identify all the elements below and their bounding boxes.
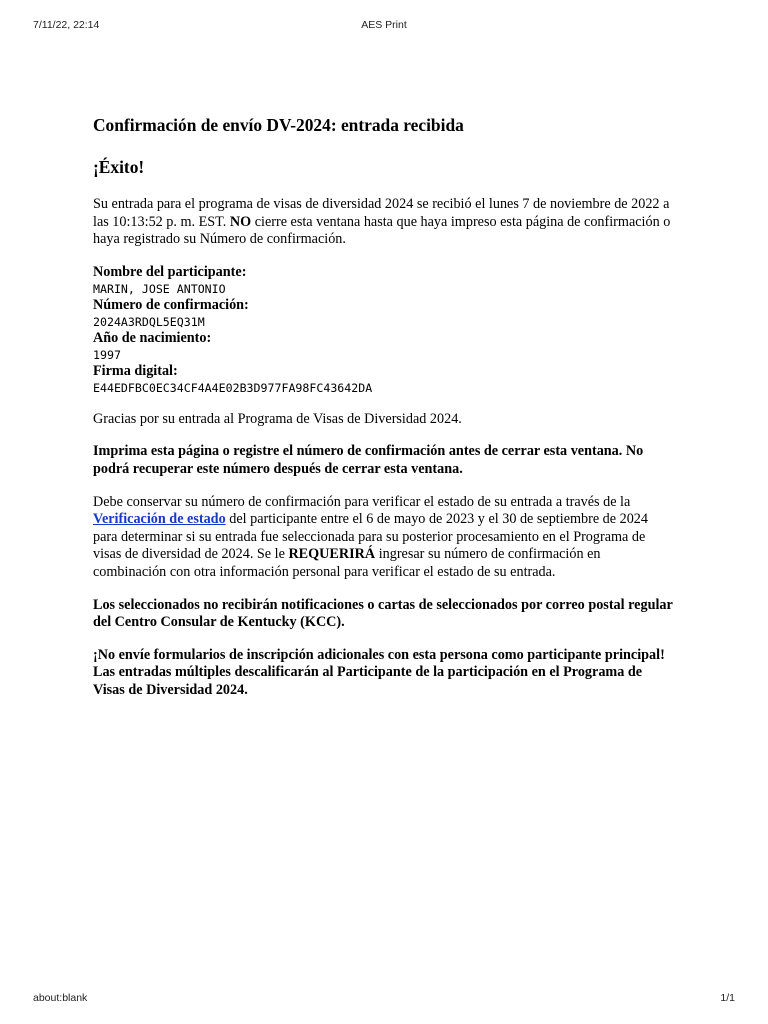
status-verification-link[interactable]: Verificación de estado — [93, 511, 226, 528]
print-footer — [33, 992, 735, 1004]
success-heading: ¡Éxito! — [93, 157, 145, 177]
keep-text-part2: del participante entre el 6 de mayo de 2023 y el 30 de septiembre de 2024 para determinar si su entrada fue seleccionada para su posterior procesamiento en el Programa de visas de diversidad de 2024. Se le — [93, 511, 648, 563]
print-warning: Imprima esta página o registre el número de confirmación antes de cerrar esta ventana. No podrá recuperar este número después de cerrar esta ventana. — [93, 443, 644, 477]
digital-signature-value: E44EDFBC0EC34CF4A4E02B3D977FA98FC43642DA — [93, 380, 373, 395]
confirmation-number-value: 2024A3RDQL5EQ31M — [93, 314, 205, 329]
required-emphasis: REQUERIRÁ — [288, 546, 376, 563]
thanks-paragraph: Gracias por su entrada al Programa de Visas de Diversidad 2024. — [93, 410, 462, 427]
confirmation-document — [93, 114, 673, 715]
intro-paragraph — [93, 196, 673, 249]
birth-year-value: 1997 — [93, 347, 121, 362]
no-additional-entries-notice: ¡No envíe formularios de inscripción adicionales con esta persona como participante principal! Las entradas múltiples descalificarán al Participante de la participación en el Programa de Visas de Diversidad 2024. — [93, 646, 665, 698]
no-mail-notice: Los seleccionados no recibirán notificaciones o cartas de seleccionados por correo postal regular del Centro Consular de Kentucky (KCC). — [93, 596, 673, 631]
print-url: about:blank — [33, 992, 88, 1004]
participant-name-value: MARIN, JOSE ANTONIO — [93, 281, 226, 296]
print-title: AES Print — [361, 19, 407, 31]
digital-signature-label: Firma digital: — [93, 362, 178, 379]
keep-text-part3: ingresar su número de confirmación en combinación con otra información personal para verificar el estado de su entrada. — [93, 546, 601, 580]
birth-year-label: Año de nacimiento: — [93, 329, 212, 346]
print-header — [33, 19, 735, 31]
keep-number-paragraph — [93, 494, 673, 582]
print-datetime: 7/11/22, 22:14 — [33, 19, 100, 31]
page-number: 1/1 — [720, 992, 735, 1004]
confirmation-number-label: Número de confirmación: — [93, 296, 249, 313]
participant-name-label: Nombre del participante: — [93, 263, 247, 280]
entry-details — [93, 264, 673, 396]
intro-emphasis: NO — [229, 213, 252, 230]
keep-text-part1: Debe conservar su número de confirmación para verificar el estado de su entrada a través de la — [93, 493, 631, 510]
intro-text-part2: cierre esta ventana hasta que haya impreso esta página de confirmación o haya registrado su Número de confirmación. — [93, 213, 671, 248]
intro-text-part1: Su entrada para el programa de visas de diversidad 2024 se recibió el lunes 7 de noviembre de 2022 a las 10:13:52 p. m. EST. — [93, 196, 670, 230]
document-title: Confirmación de envío DV-2024: entrada recibida — [93, 115, 464, 135]
